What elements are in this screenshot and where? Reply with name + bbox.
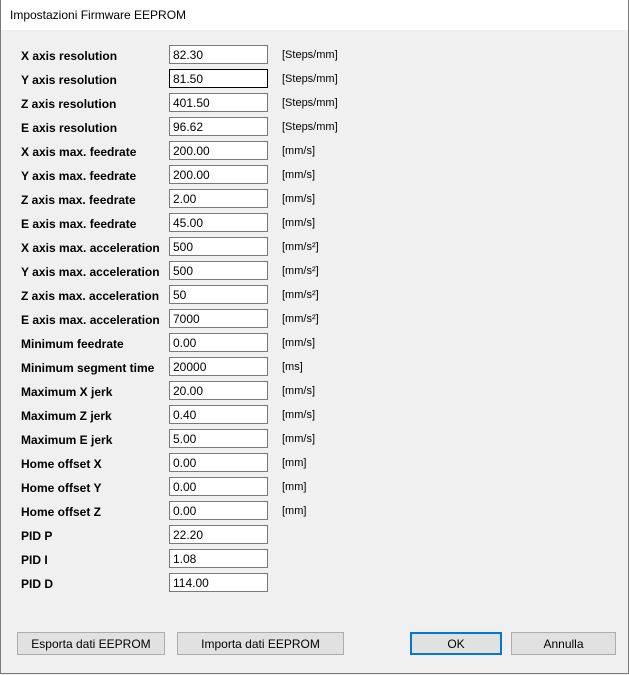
setting-unit: [mm/s] xyxy=(282,433,315,445)
setting-value-input[interactable] xyxy=(169,429,268,448)
setting-value-input[interactable] xyxy=(169,117,268,136)
setting-value-input[interactable] xyxy=(169,573,268,592)
setting-row xyxy=(1,69,628,93)
setting-value-input[interactable] xyxy=(169,309,268,328)
setting-value-input[interactable] xyxy=(169,237,268,256)
ok-button[interactable]: OK xyxy=(410,632,502,655)
setting-label: Maximum E jerk xyxy=(21,433,113,447)
setting-unit: [ms] xyxy=(282,361,303,373)
setting-value-input[interactable] xyxy=(169,189,268,208)
setting-value-input[interactable] xyxy=(169,69,268,88)
export-eeprom-button[interactable]: Esporta dati EEPROM xyxy=(17,632,165,655)
setting-label: X axis max. feedrate xyxy=(21,145,137,159)
setting-label: Home offset Z xyxy=(21,505,102,519)
setting-label: Z axis resolution xyxy=(21,97,117,111)
setting-unit: [mm/s²] xyxy=(282,241,319,253)
setting-value-input[interactable] xyxy=(169,501,268,520)
setting-row xyxy=(1,357,628,381)
setting-unit: [Steps/mm] xyxy=(282,97,338,109)
setting-unit: [mm] xyxy=(282,505,307,517)
setting-value-input[interactable] xyxy=(169,141,268,160)
setting-label: PID P xyxy=(21,529,53,543)
setting-unit: [mm] xyxy=(282,457,307,469)
setting-unit: [mm/s] xyxy=(282,169,315,181)
setting-value-input[interactable] xyxy=(169,405,268,424)
setting-value-input[interactable] xyxy=(169,549,268,568)
setting-label: X axis resolution xyxy=(21,49,118,63)
setting-label: Y axis resolution xyxy=(21,73,117,87)
setting-row xyxy=(1,525,628,549)
setting-value-input[interactable] xyxy=(169,285,268,304)
setting-value-input[interactable] xyxy=(169,477,268,496)
bottom-edge xyxy=(1,667,628,673)
setting-label: PID I xyxy=(21,553,48,567)
cancel-button[interactable]: Annulla xyxy=(511,632,616,655)
setting-unit: [Steps/mm] xyxy=(282,73,338,85)
setting-label: E axis resolution xyxy=(21,121,118,135)
setting-unit: [mm/s²] xyxy=(282,313,319,325)
setting-row xyxy=(1,213,628,237)
setting-row xyxy=(1,237,628,261)
setting-label: Z axis max. feedrate xyxy=(21,193,136,207)
setting-unit: [mm/s] xyxy=(282,385,315,397)
setting-value-input[interactable] xyxy=(169,333,268,352)
setting-unit: [mm/s] xyxy=(282,193,315,205)
setting-value-input[interactable] xyxy=(169,45,268,64)
setting-value-input[interactable] xyxy=(169,357,268,376)
setting-row xyxy=(1,477,628,501)
setting-unit: [mm/s] xyxy=(282,409,315,421)
setting-value-input[interactable] xyxy=(169,381,268,400)
setting-label: Y axis max. feedrate xyxy=(21,169,137,183)
setting-label: X axis max. acceleration xyxy=(21,241,160,255)
setting-value-input[interactable] xyxy=(169,261,268,280)
setting-row xyxy=(1,381,628,405)
setting-unit: [mm/s] xyxy=(282,337,315,349)
setting-label: E axis max. feedrate xyxy=(21,217,137,231)
setting-row xyxy=(1,405,628,429)
title-bar[interactable] xyxy=(1,0,628,30)
setting-row xyxy=(1,333,628,357)
setting-row xyxy=(1,573,628,597)
setting-unit: [mm] xyxy=(282,481,307,493)
setting-label: Minimum feedrate xyxy=(21,337,124,351)
setting-row xyxy=(1,501,628,525)
setting-label: Home offset X xyxy=(21,457,102,471)
setting-label: PID D xyxy=(21,577,54,591)
setting-row xyxy=(1,141,628,165)
setting-row xyxy=(1,165,628,189)
setting-label: Maximum X jerk xyxy=(21,385,113,399)
setting-row xyxy=(1,93,628,117)
setting-value-input[interactable] xyxy=(169,213,268,232)
setting-row xyxy=(1,429,628,453)
setting-value-input[interactable] xyxy=(169,525,268,544)
setting-unit: [mm/s²] xyxy=(282,265,319,277)
setting-row xyxy=(1,189,628,213)
setting-label: Z axis max. acceleration xyxy=(21,289,160,303)
setting-value-input[interactable] xyxy=(169,165,268,184)
setting-value-input[interactable] xyxy=(169,93,268,112)
setting-row xyxy=(1,549,628,573)
setting-label: Maximum Z jerk xyxy=(21,409,112,423)
setting-label: Home offset Y xyxy=(21,481,102,495)
setting-label: Minimum segment time xyxy=(21,361,155,375)
setting-row xyxy=(1,285,628,309)
setting-row xyxy=(1,117,628,141)
setting-row xyxy=(1,453,628,477)
setting-label: E axis max. acceleration xyxy=(21,313,160,327)
setting-unit: [mm/s] xyxy=(282,217,315,229)
setting-row xyxy=(1,261,628,285)
setting-value-input[interactable] xyxy=(169,453,268,472)
setting-unit: [mm/s] xyxy=(282,145,315,157)
setting-row xyxy=(1,309,628,333)
setting-row xyxy=(1,45,628,69)
import-eeprom-button[interactable]: Importa dati EEPROM xyxy=(177,632,344,655)
window-title: Impostazioni Firmware EEPROM xyxy=(10,8,187,22)
setting-label: Y axis max. acceleration xyxy=(21,265,160,279)
setting-unit: [mm/s²] xyxy=(282,289,319,301)
setting-unit: [Steps/mm] xyxy=(282,121,338,133)
setting-unit: [Steps/mm] xyxy=(282,49,338,61)
